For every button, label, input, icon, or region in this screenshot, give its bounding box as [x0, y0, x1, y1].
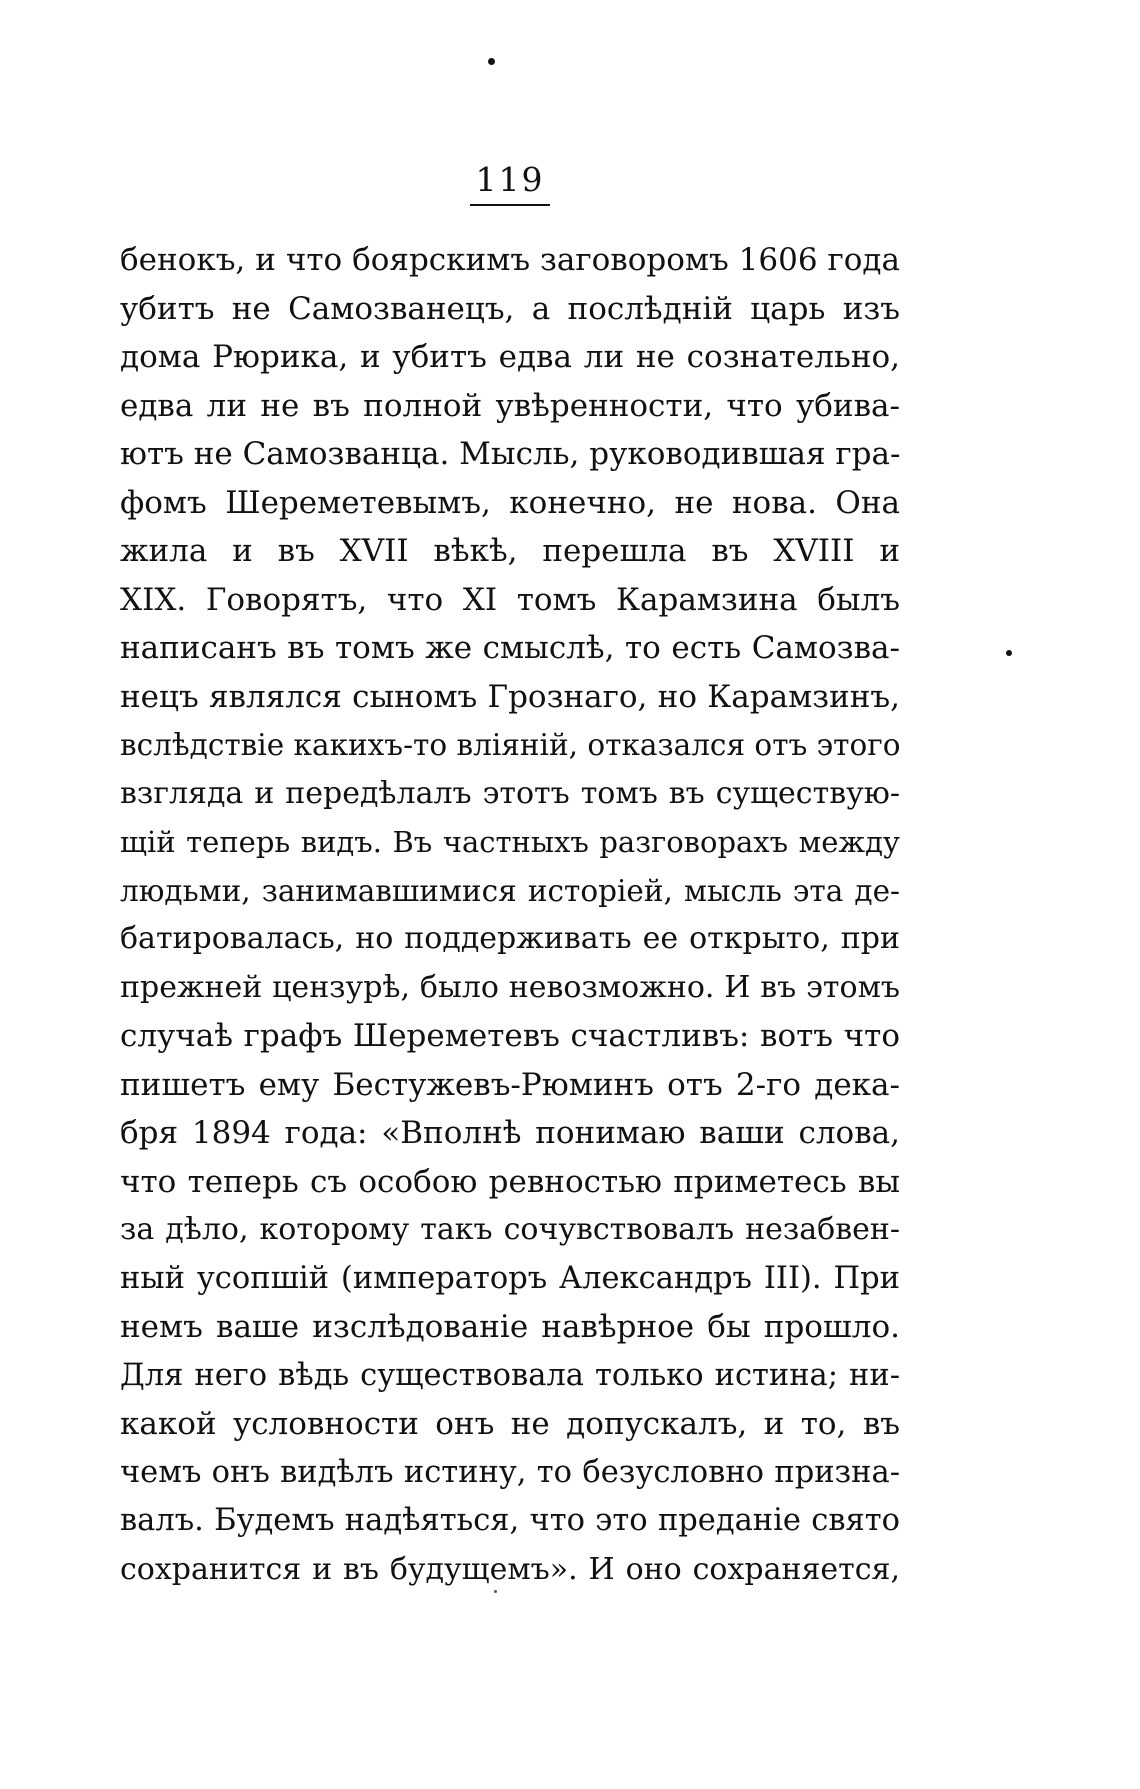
text-line: ный усопшій (императоръ Александръ III). При — [120, 1260, 900, 1296]
text-line: чемъ онъ видѣлъ истину, то безусловно призна- — [120, 1454, 900, 1490]
page-number: 119 — [475, 160, 545, 199]
text-line: пишетъ ему Бестужевъ-Рюминъ отъ 2-го дека- — [120, 1066, 900, 1103]
body-text — [120, 236, 900, 1594]
text-line: бенокъ, и что боярскимъ заговоромъ 1606 года — [120, 242, 900, 278]
page-number-rule — [470, 204, 550, 206]
text-line: написанъ въ томъ же смыслѣ, то есть Самозва- — [120, 630, 900, 666]
margin-ink-dot — [1006, 650, 1012, 656]
text-line: людьми, занимавшимися исторіей, мысль эта де- — [120, 873, 900, 908]
text-line: ютъ не Самозванца. Мысль, руководившая гра- — [120, 436, 901, 472]
text-line: прежней цензурѣ, было невозможно. И въ этомъ — [120, 969, 900, 1005]
text-line: что теперь съ особою ревностью приметесь вы — [120, 1163, 900, 1200]
text-line: взгляда и передѣлалъ этотъ томъ въ существую- — [120, 775, 900, 811]
text-line: вслѣдствіе какихъ-то вліяній, отказался отъ этого — [120, 728, 901, 762]
text-line: щій теперь видъ. Въ частныхъ разговорахъ между — [120, 825, 900, 859]
text-line: валъ. Будемъ надѣяться, что это преданіе свято — [120, 1503, 900, 1538]
text-line: немъ ваше изслѣдованіе навѣрное бы прошло. — [120, 1309, 900, 1345]
text-line: нецъ являлся сыномъ Грознаго, но Карамзинъ, — [120, 678, 900, 715]
text-line: сохранится и въ будущемъ». И оно сохраняется, — [120, 1551, 900, 1587]
text-line: батировалась, но поддерживать ее открыто, при — [120, 921, 900, 956]
top-ink-dot — [488, 58, 495, 65]
text-line: жила и въ XVII вѣкѣ, перешла въ XVIII и — [120, 533, 900, 569]
text-line: XIX. Говорятъ, что XI томъ Карамзина былъ — [120, 581, 900, 618]
text-line: бря 1894 года: «Вполнѣ понимаю ваши слова, — [120, 1115, 900, 1151]
text-line: едва ли не въ полной увѣренности, что убива- — [120, 387, 900, 424]
text-line: убитъ не Самозванецъ, а послѣдній царь изъ — [120, 290, 900, 327]
text-line: какой условности онъ не допускалъ, и то, въ — [120, 1406, 900, 1442]
text-line: случаѣ графъ Шереметевъ счастливъ: вотъ что — [120, 1018, 900, 1054]
text-line: фомъ Шереметевымъ, конечно, не нова. Она — [120, 484, 900, 521]
text-line: Для него вѣдь существовала только истина; ни- — [120, 1357, 900, 1393]
text-line: за дѣло, которому такъ сочувствовалъ незабвен- — [120, 1212, 900, 1247]
text-line: дома Рюрика, и убитъ едва ли не сознательно, — [120, 339, 900, 375]
